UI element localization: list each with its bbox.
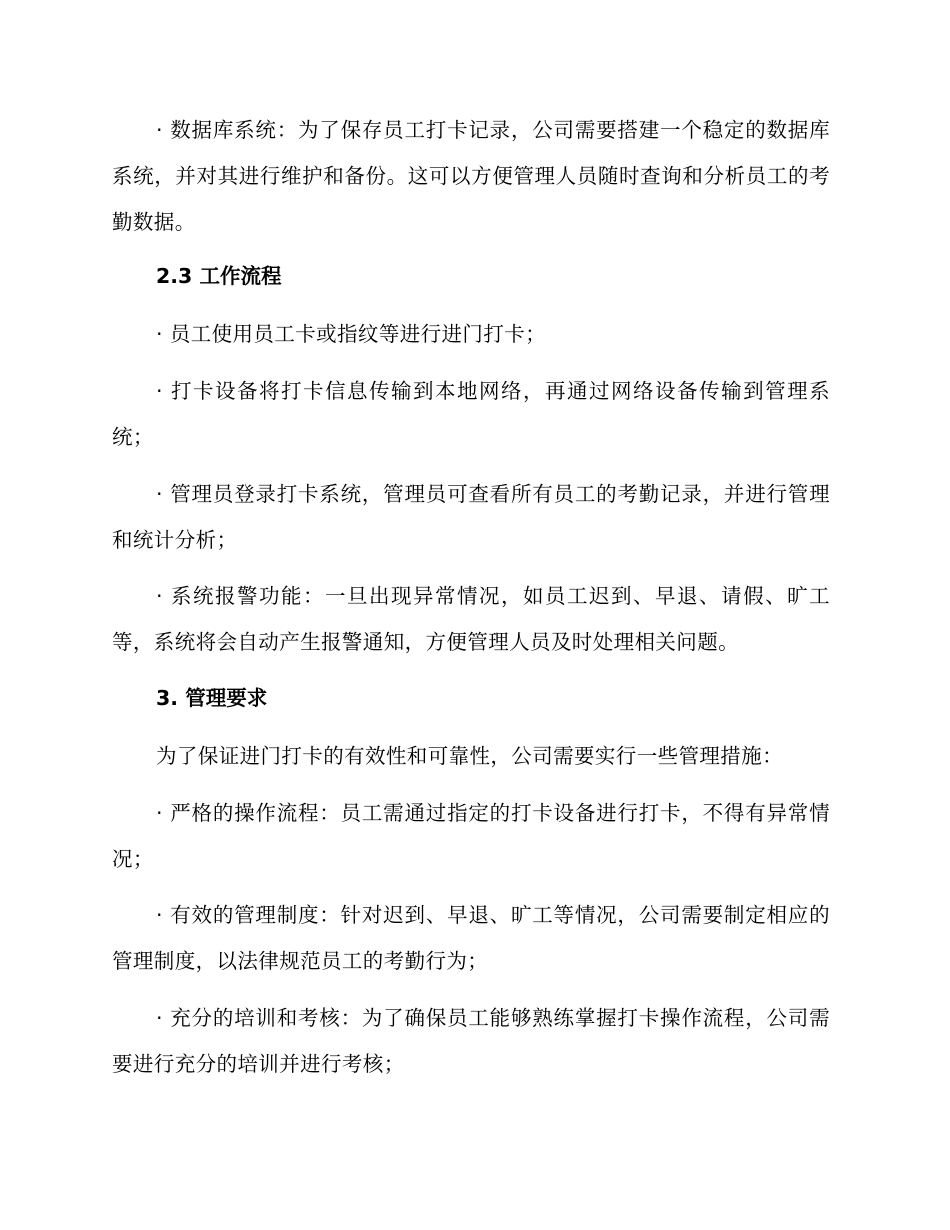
- paragraph-workflow-step-3: · 管理员登录打卡系统，管理员可查看所有员工的考勤记录，并进行管理和统计分析；: [112, 482, 830, 552]
- paragraph-workflow-step-2: · 打卡设备将打卡信息传输到本地网络，再通过网络设备传输到管理系统；: [112, 379, 830, 449]
- paragraph-workflow-step-1: · 员工使用员工卡或指纹等进行进门打卡；: [156, 322, 547, 346]
- paragraph-management-intro: 为了保证进门打卡的有效性和可靠性，公司需要实行一些管理措施：: [156, 744, 783, 768]
- paragraph-alarm-function: · 系统报警功能：一旦出现异常情况，如员工迟到、早退、请假、旷工等，系统将会自动产生报警通知，方便管理人员及时处理相关问题。: [112, 584, 830, 654]
- section-heading-workflow: 2.3 工作流程: [156, 264, 282, 288]
- section-heading-management-requirements: 3. 管理要求: [156, 686, 268, 710]
- paragraph-management-system: · 有效的管理制度：针对迟到、早退、旷工等情况，公司需要制定相应的管理制度，以法律规范员工的考勤行为；: [112, 903, 830, 973]
- paragraph-training-assessment: · 充分的培训和考核：为了确保员工能够熟练掌握打卡操作流程，公司需要进行充分的培训并进行考核；: [112, 1006, 830, 1076]
- paragraph-database-system: · 数据库系统：为了保存员工打卡记录，公司需要搭建一个稳定的数据库系统，并对其进行维护和备份。这可以方便管理人员随时查询和分析员工的考勤数据。: [112, 118, 830, 234]
- paragraph-strict-process: · 严格的操作流程：员工需通过指定的打卡设备进行打卡，不得有异常情况；: [112, 801, 830, 871]
